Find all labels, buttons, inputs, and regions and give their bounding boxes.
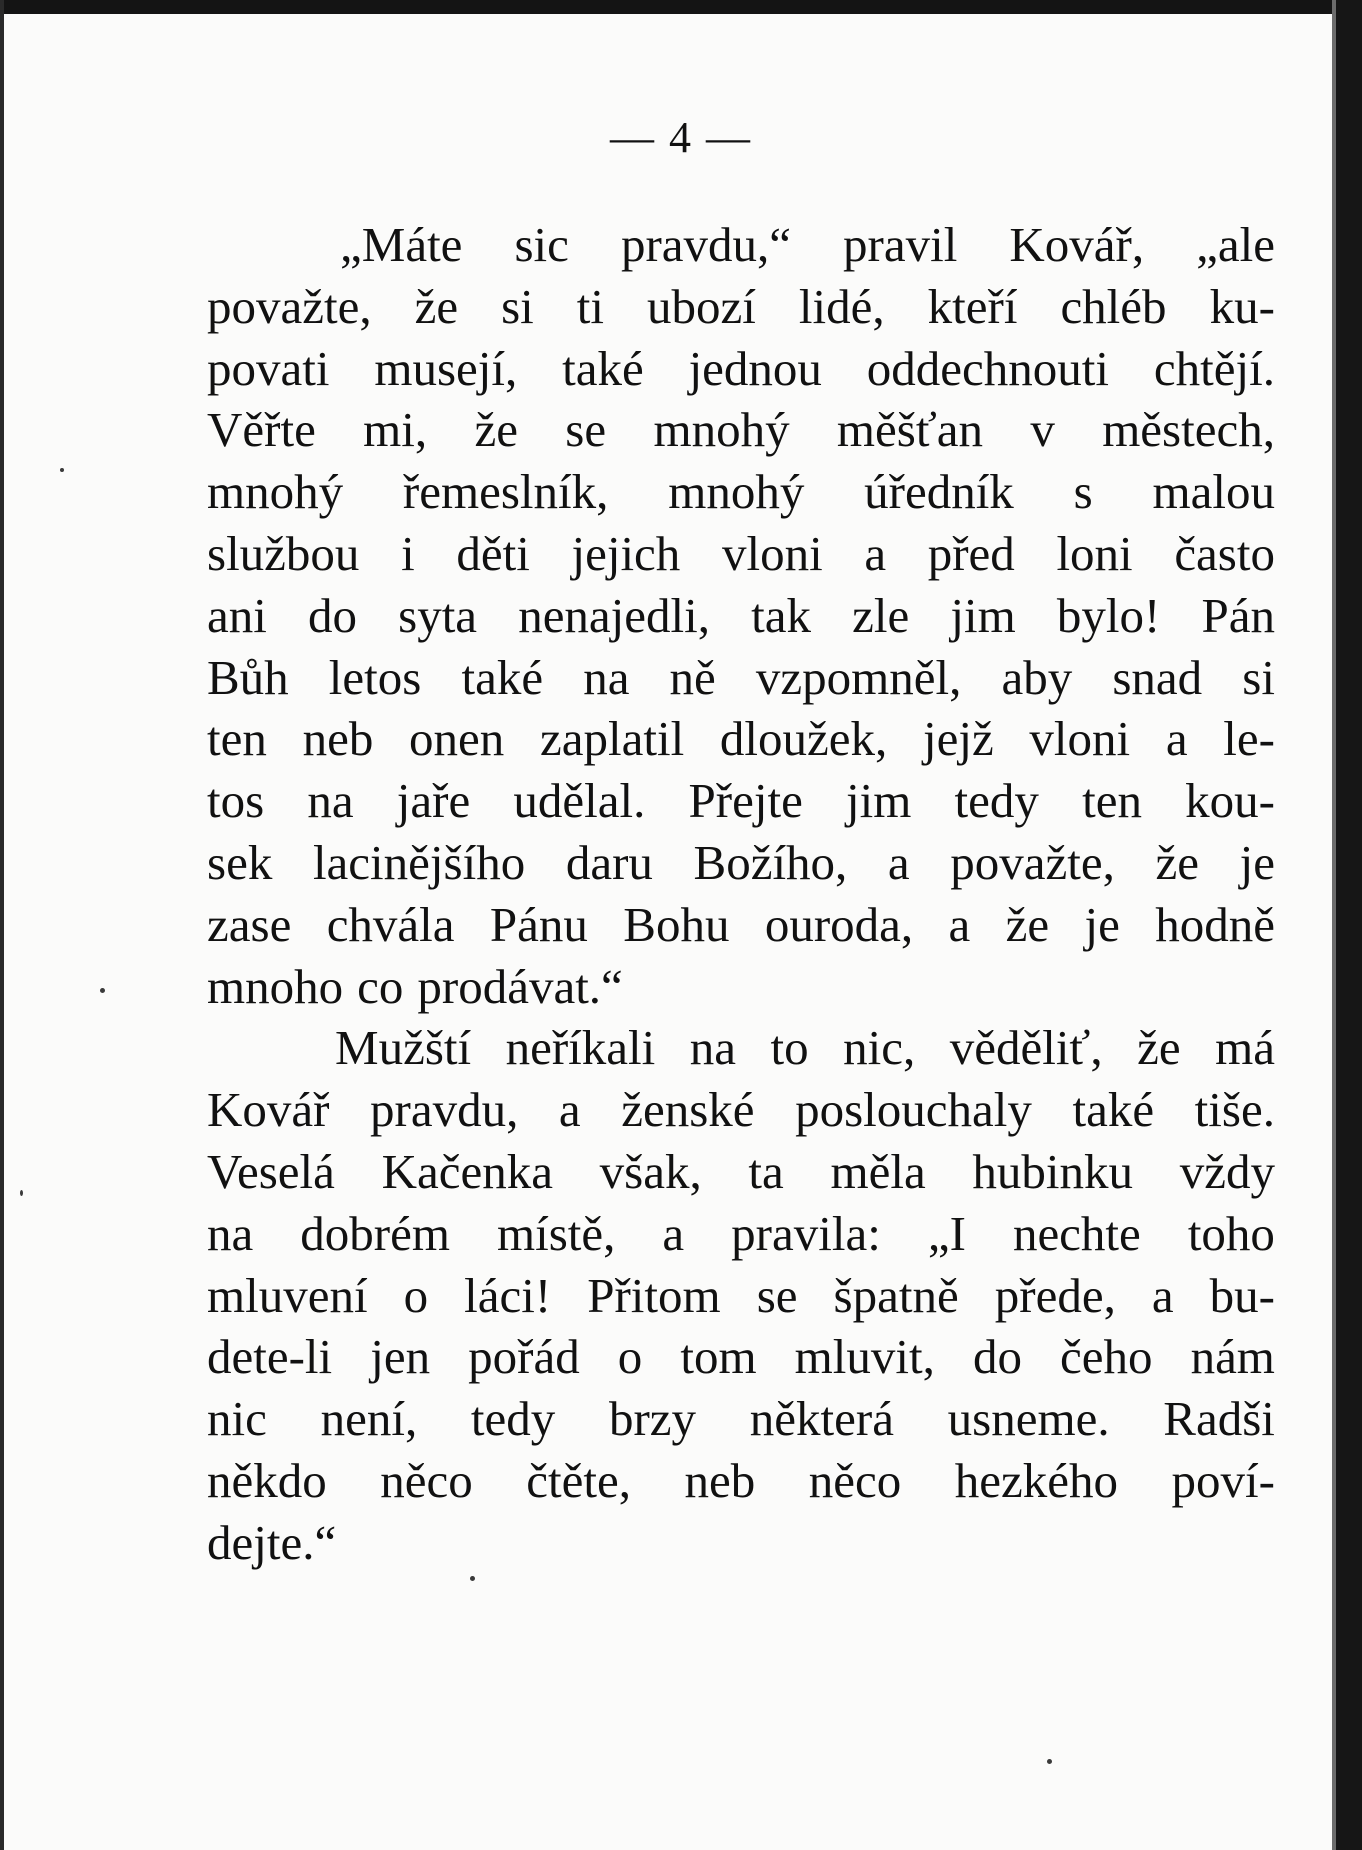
word: Božího, xyxy=(693,834,848,890)
word: tedy xyxy=(470,1391,556,1447)
word: nám xyxy=(1190,1329,1275,1385)
scan-border-left xyxy=(0,0,4,1850)
word: a xyxy=(662,1205,685,1261)
word: čtěte, xyxy=(526,1452,631,1508)
word: kteří xyxy=(927,278,1018,334)
word: Kovář xyxy=(207,1082,330,1138)
word: něco xyxy=(380,1452,473,1508)
text-line xyxy=(207,338,1275,400)
word: oddechnouti xyxy=(866,340,1110,396)
word: malou xyxy=(1152,464,1275,520)
word: lidé, xyxy=(798,278,885,334)
word: letos xyxy=(328,649,422,705)
word: místě, xyxy=(496,1205,616,1261)
word: Bohu xyxy=(623,896,730,952)
word: syta xyxy=(398,587,478,643)
word: neříkali xyxy=(505,1020,656,1076)
word: toho xyxy=(1187,1205,1275,1261)
word: tos xyxy=(207,773,265,829)
word: hezkého xyxy=(954,1452,1118,1508)
word: do xyxy=(972,1329,1022,1385)
word: měšťan xyxy=(836,402,984,458)
word: ubozí xyxy=(647,278,756,334)
word: dete-li xyxy=(207,1329,333,1385)
word: hodně xyxy=(1155,896,1275,952)
body-text xyxy=(207,214,1275,1574)
word: ku- xyxy=(1209,278,1275,334)
word: v xyxy=(1030,402,1055,458)
word: s xyxy=(1073,464,1093,520)
word: zase xyxy=(207,896,292,952)
word: udělal. xyxy=(513,773,646,829)
text-line xyxy=(207,461,1275,523)
word: také xyxy=(562,340,644,396)
word: před xyxy=(927,525,1015,581)
text-line xyxy=(207,276,1275,338)
word: i xyxy=(401,525,415,581)
word: Veselá xyxy=(207,1143,335,1199)
scan-speck xyxy=(60,468,64,472)
word: také xyxy=(1072,1082,1155,1138)
word: chléb xyxy=(1060,278,1167,334)
word: mnohý xyxy=(668,464,805,520)
word: usneme. xyxy=(947,1391,1110,1447)
word: také xyxy=(461,649,544,705)
word: úředník xyxy=(864,464,1014,520)
word: brzy xyxy=(608,1391,697,1447)
word: některá xyxy=(749,1391,894,1447)
word: je xyxy=(1239,834,1275,890)
word: není, xyxy=(320,1391,418,1447)
word: onen xyxy=(409,711,505,767)
word: přede, xyxy=(994,1267,1116,1323)
word: a xyxy=(1165,711,1188,767)
word: ten xyxy=(1082,773,1142,829)
word: Kovář, xyxy=(1009,217,1145,272)
word: řemeslník, xyxy=(402,464,609,520)
word: děti xyxy=(456,525,530,581)
word: mluvení xyxy=(207,1267,368,1323)
scan-speck xyxy=(100,988,105,993)
word: čeho xyxy=(1060,1329,1153,1385)
word: to xyxy=(770,1020,809,1076)
word: „ale xyxy=(1196,217,1275,272)
word: nenajedli, xyxy=(518,587,711,643)
word: Pánu xyxy=(489,896,588,952)
text-line xyxy=(207,523,1275,585)
word: na xyxy=(689,1020,736,1076)
word: Věřte xyxy=(207,402,316,458)
word: a xyxy=(887,834,910,890)
word: loni xyxy=(1056,525,1133,581)
word: Bůh xyxy=(207,649,289,705)
word: že xyxy=(414,278,459,334)
word: zle xyxy=(852,587,910,643)
word: a xyxy=(864,525,887,581)
word: něco xyxy=(808,1452,902,1508)
word: se xyxy=(756,1267,798,1323)
word: ženské xyxy=(621,1082,755,1138)
word: ani xyxy=(207,587,267,643)
word: prodávat.“ xyxy=(417,958,623,1014)
paragraph-1 xyxy=(207,214,1275,1017)
text-line xyxy=(207,1450,1275,1512)
word: ti xyxy=(576,278,605,334)
text-line xyxy=(207,1326,1275,1388)
word: mnoho xyxy=(207,958,344,1014)
word: kou- xyxy=(1185,773,1275,829)
word: a xyxy=(1151,1267,1174,1323)
word: špatně xyxy=(833,1267,959,1323)
scan-speck xyxy=(1047,1759,1052,1764)
paragraph-2 xyxy=(207,1017,1275,1573)
word: musejí, xyxy=(374,340,518,396)
scan-border-top xyxy=(0,0,1362,14)
word: Přejte xyxy=(688,773,803,829)
text-line xyxy=(207,214,1275,276)
word: jim xyxy=(846,773,912,829)
word: bylo! xyxy=(1056,587,1161,643)
word: mnohý xyxy=(653,402,790,458)
word: le- xyxy=(1223,711,1275,767)
word: poslouchaly xyxy=(795,1082,1032,1138)
word: „Máte xyxy=(340,217,463,272)
word: však, xyxy=(599,1143,702,1199)
word: mluvit, xyxy=(794,1329,935,1385)
word: jejich xyxy=(571,525,681,581)
word: aby xyxy=(1001,649,1073,705)
scan-speck xyxy=(20,1190,23,1196)
word: vzpomněl, xyxy=(755,649,962,705)
word: službou xyxy=(207,525,360,581)
word: snad xyxy=(1112,649,1203,705)
text-line xyxy=(207,956,1275,1018)
word: že xyxy=(1155,834,1199,890)
word: má xyxy=(1215,1020,1275,1076)
text-line xyxy=(207,1265,1275,1327)
word: chtějí. xyxy=(1153,340,1275,396)
word: jejž xyxy=(922,711,994,767)
word: tiše. xyxy=(1194,1082,1275,1138)
word: Kačenka xyxy=(381,1143,553,1199)
text-line xyxy=(207,585,1275,647)
word: Mužští xyxy=(335,1020,472,1076)
word: neb xyxy=(684,1452,756,1508)
word: pořád xyxy=(468,1329,580,1385)
text-line xyxy=(207,832,1275,894)
word: nechte xyxy=(1012,1205,1141,1261)
text-line xyxy=(207,1141,1275,1203)
word: jaře xyxy=(396,773,471,829)
text-line xyxy=(207,894,1275,956)
word: Přitom xyxy=(587,1267,721,1323)
word: vždy xyxy=(1179,1143,1275,1199)
word: je xyxy=(1084,896,1120,952)
word: mi, xyxy=(363,402,428,458)
word: městech, xyxy=(1102,402,1275,458)
word: dloužek, xyxy=(719,711,888,767)
word: lacinějšího xyxy=(312,834,526,890)
word: do xyxy=(308,587,357,643)
word: často xyxy=(1174,525,1275,581)
word: si xyxy=(1242,649,1275,705)
word: vloni xyxy=(1029,711,1131,767)
word: tom xyxy=(680,1329,757,1385)
word: že xyxy=(474,402,518,458)
text-line xyxy=(207,1512,1275,1574)
word: považte, xyxy=(950,834,1115,890)
word: nic xyxy=(207,1391,267,1447)
word: pravila: xyxy=(731,1205,881,1261)
word: měla xyxy=(830,1143,926,1199)
text-line xyxy=(207,1388,1275,1450)
word: a xyxy=(948,896,971,952)
text-line xyxy=(207,1203,1275,1265)
word: někdo xyxy=(207,1452,327,1508)
text-line xyxy=(207,1017,1275,1079)
word: tedy xyxy=(954,773,1039,829)
word: povati xyxy=(207,340,330,396)
word: láci! xyxy=(464,1267,552,1323)
word: dejte.“ xyxy=(207,1514,337,1570)
scan-speck xyxy=(470,1576,475,1581)
page-number: — 4 — xyxy=(610,113,752,162)
word: hubinku xyxy=(972,1143,1134,1199)
word: „I xyxy=(927,1205,966,1261)
word: Pán xyxy=(1201,587,1275,643)
word: na xyxy=(307,773,354,829)
word: ně xyxy=(669,649,716,705)
word: ten xyxy=(207,711,267,767)
word: věděliť, xyxy=(949,1020,1103,1076)
word: jim xyxy=(950,587,1016,643)
scan-border-right xyxy=(1336,0,1362,1850)
word: o xyxy=(617,1329,643,1385)
word: daru xyxy=(565,834,653,890)
word: pravil xyxy=(843,217,958,272)
text-line xyxy=(207,770,1275,832)
word: poví- xyxy=(1171,1452,1275,1508)
word: neb xyxy=(302,711,374,767)
word: dobrém xyxy=(300,1205,450,1261)
word: tak xyxy=(751,587,812,643)
text-line xyxy=(207,708,1275,770)
word: mnohý xyxy=(207,464,344,520)
word: považte, xyxy=(207,278,372,334)
text-line xyxy=(207,1079,1275,1141)
word: na xyxy=(583,649,630,705)
word: že xyxy=(1137,1020,1181,1076)
word: pravdu, xyxy=(370,1082,519,1138)
word: bu- xyxy=(1209,1267,1275,1323)
word: ta xyxy=(748,1143,784,1199)
word: Radši xyxy=(1163,1391,1275,1447)
word: vloni xyxy=(721,525,823,581)
word: nic, xyxy=(843,1020,916,1076)
word: co xyxy=(357,958,404,1014)
word: jednou xyxy=(688,340,822,396)
text-line xyxy=(207,399,1275,461)
word: jen xyxy=(370,1329,431,1385)
word: si xyxy=(501,278,534,334)
word: se xyxy=(565,402,607,458)
word: chvála xyxy=(326,896,455,952)
word: a xyxy=(558,1082,581,1138)
word: sic xyxy=(514,217,569,272)
word: zaplatil xyxy=(539,711,685,767)
text-line xyxy=(207,647,1275,709)
word: sek xyxy=(207,834,273,890)
word: o xyxy=(403,1267,429,1323)
word: že xyxy=(1005,896,1050,952)
word: na xyxy=(207,1205,254,1261)
word: ouroda, xyxy=(764,896,914,952)
word: pravdu,“ xyxy=(620,217,792,272)
